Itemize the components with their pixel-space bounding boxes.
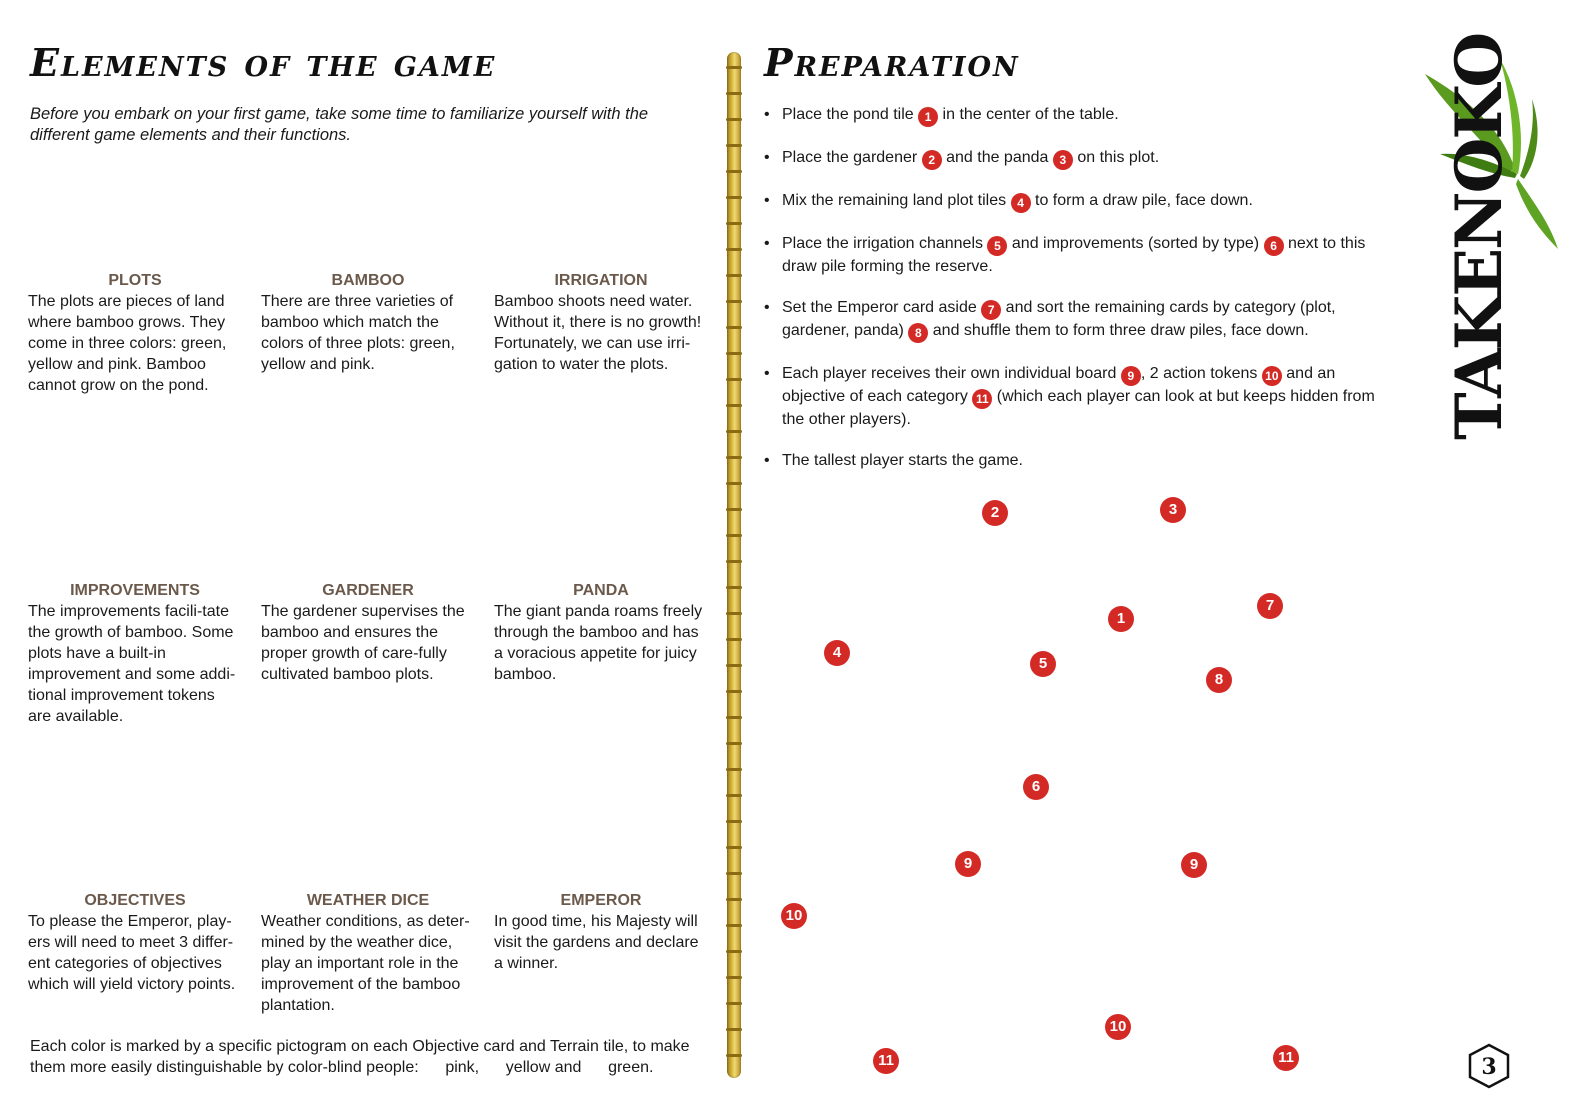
step-text: Place the irrigation channels [782, 235, 988, 252]
section-title: IMPROVEMENTS [70, 582, 200, 599]
section-text: Weather conditions, as deter-mined by the weather dice, play an important role in the improvement of the bamboo plantation. [261, 913, 470, 1014]
bamboo-node [726, 300, 742, 303]
marker-land-tiles: 4 [824, 640, 850, 666]
step-text: to form a draw pile, face down. [1030, 192, 1253, 209]
section-text: The improvements facili-tate the growth of bamboo. Some plots have a built-in improvement and some addi-tional improvement tokens are available. [28, 603, 236, 725]
list-item [764, 190, 1394, 213]
step-text: Set the Emperor card aside [782, 299, 982, 316]
bamboo-node [726, 846, 742, 849]
section-emperor [494, 890, 708, 974]
bamboo-node [726, 742, 742, 745]
page-number-hexagon [1467, 1043, 1511, 1089]
section-title: BAMBOO [331, 272, 405, 289]
page-title-elements: Elements of the game [30, 40, 497, 85]
bamboo-node [726, 1002, 742, 1005]
marker-objective: 11 [1273, 1045, 1299, 1071]
bamboo-node [726, 820, 742, 823]
bamboo-node [726, 586, 742, 589]
number-badge: 2 [922, 150, 942, 170]
marker-pond-tile: 1 [1108, 606, 1134, 632]
marker-panda: 3 [1160, 497, 1186, 523]
section-title: GARDENER [322, 582, 414, 599]
bamboo-divider [727, 52, 741, 1078]
color-blind-footer: Each color is marked by a specific pictogram on each Objective card and Terrain tile, to make them more easily distinguishable by color-blind people: pink, yellow and green. [30, 1038, 695, 1076]
bamboo-node [726, 1054, 742, 1057]
step-text: Each player receives their own individual board [782, 365, 1121, 382]
number-badge: 6 [1264, 236, 1284, 256]
marker-improvements: 6 [1023, 774, 1049, 800]
bamboo-node [726, 92, 742, 95]
number-badge: 9 [1121, 366, 1141, 386]
bamboo-node [726, 612, 742, 615]
bamboo-node [726, 534, 742, 537]
marker-gardener: 2 [982, 500, 1008, 526]
number-badge: 8 [908, 323, 928, 343]
marker-action-tokens: 10 [781, 903, 807, 929]
preparation-list [764, 104, 1394, 471]
section-irrigation [494, 270, 708, 375]
bamboo-node [726, 118, 742, 121]
number-badge: 3 [1053, 150, 1073, 170]
section-objectives [28, 890, 242, 995]
section-text: There are three varieties of bamboo which match the colors of three plots: green, yellow and pink. [261, 293, 455, 373]
step-text: and the panda [941, 149, 1053, 166]
marker-board: 9 [955, 851, 981, 877]
bamboo-node [726, 950, 742, 953]
marker-cards: 8 [1206, 667, 1232, 693]
marker-emperor-card: 7 [1257, 593, 1283, 619]
section-title: WEATHER DICE [306, 892, 430, 909]
section-text: In good time, his Majesty will visit the gardens and declare a winner. [494, 913, 699, 972]
marker-irrigation: 5 [1030, 651, 1056, 677]
step-text: (which each player can look at but keeps hidden from the other players). [782, 388, 1375, 428]
marker-action-tokens: 10 [1105, 1014, 1131, 1040]
section-bamboo [261, 270, 475, 375]
bamboo-node [726, 976, 742, 979]
list-item [764, 450, 1394, 471]
bamboo-node [726, 794, 742, 797]
section-gardener [261, 580, 475, 685]
bamboo-node [726, 560, 742, 563]
list-item [764, 297, 1394, 343]
page-number: 3 [1481, 1054, 1497, 1080]
list-item [764, 104, 1394, 127]
list-item [764, 233, 1394, 277]
number-badge: 5 [987, 236, 1007, 256]
list-item [764, 147, 1394, 170]
number-badge: 7 [981, 300, 1001, 320]
section-text: The gardener supervises the bamboo and ensures the proper growth of care-fully cultivated bamboo plots. [261, 603, 465, 683]
step-text: on this plot. [1072, 149, 1160, 166]
bamboo-node [726, 924, 742, 927]
section-text: Bamboo shoots need water. Without it, there is no growth! Fortunately, we can use irri-gation to water the plots. [494, 293, 702, 373]
step-text: Place the gardener [782, 149, 922, 166]
number-badge: 10 [1262, 366, 1282, 386]
bamboo-node [726, 66, 742, 69]
bamboo-node [726, 274, 742, 277]
bamboo-node [726, 222, 742, 225]
section-improvements [28, 580, 242, 727]
bamboo-node [726, 196, 742, 199]
section-text: The plots are pieces of land where bamboo grows. They come in three colors: green, yellow and pink. Bamboo cannot grow on the pond. [28, 293, 227, 394]
number-badge: 11 [972, 389, 992, 409]
section-text: The giant panda roams freely through the bamboo and has a voracious appetite for juicy bamboo. [494, 603, 703, 683]
bamboo-node [726, 326, 742, 329]
bamboo-node [726, 872, 742, 875]
bamboo-node [726, 690, 742, 693]
bamboo-node [726, 430, 742, 433]
bamboo-node [726, 170, 742, 173]
takenoko-logo: TAKENOKO [1442, 33, 1517, 440]
step-text: and shuffle them to form three draw piles, face down. [928, 322, 1309, 339]
intro-text: Before you embark on your first game, take some time to familiarize yourself with the different game elements and their functions. [30, 105, 649, 144]
section-weather-dice [261, 890, 475, 1016]
section-title: PLOTS [108, 272, 162, 289]
step-text: Mix the remaining land plot tiles [782, 192, 1011, 209]
step-text: , 2 action tokens [1140, 365, 1262, 382]
section-title: EMPEROR [560, 892, 642, 909]
bamboo-node [726, 716, 742, 719]
bamboo-node [726, 664, 742, 667]
bamboo-node [726, 144, 742, 147]
step-text: and sort the remaining cards by category (plot, gardener, panda) [782, 299, 1336, 339]
step-text: next to this draw pile forming the reserve. [782, 235, 1366, 275]
bamboo-node [726, 248, 742, 251]
section-title: PANDA [573, 582, 629, 599]
marker-objective: 11 [873, 1048, 899, 1074]
bamboo-node [726, 456, 742, 459]
step-text: Place the pond tile [782, 106, 919, 123]
bamboo-node [726, 404, 742, 407]
number-badge: 1 [918, 107, 938, 127]
step-text: The tallest player starts the game. [782, 452, 1023, 469]
list-item [764, 363, 1394, 430]
bamboo-node [726, 898, 742, 901]
step-text: and improvements (sorted by type) [1007, 235, 1264, 252]
page-title-preparation: Preparation [764, 40, 1020, 85]
number-badge: 4 [1011, 193, 1031, 213]
section-title: IRRIGATION [554, 272, 648, 289]
bamboo-node [726, 508, 742, 511]
bamboo-node [726, 768, 742, 771]
bamboo-node [726, 352, 742, 355]
section-text: To please the Emperor, play-ers will need to meet 3 differ-ent categories of objectives which will yield victory points. [28, 913, 236, 993]
marker-board: 9 [1181, 852, 1207, 878]
step-text: and an objective of each category [782, 365, 1336, 405]
bamboo-node [726, 1028, 742, 1031]
bamboo-node [726, 482, 742, 485]
section-panda [494, 580, 708, 685]
bamboo-node [726, 638, 742, 641]
step-text: in the center of the table. [938, 106, 1119, 123]
section-plots [28, 270, 242, 396]
bamboo-node [726, 378, 742, 381]
section-title: OBJECTIVES [84, 892, 186, 909]
